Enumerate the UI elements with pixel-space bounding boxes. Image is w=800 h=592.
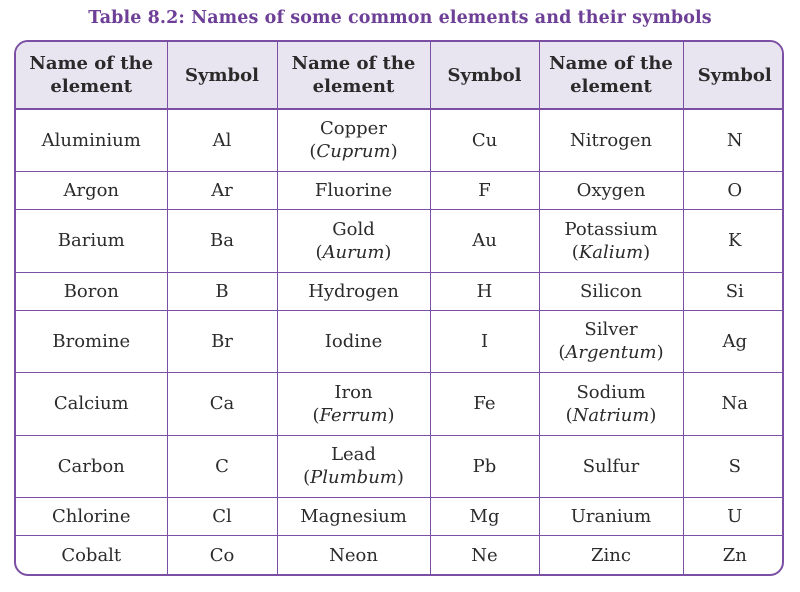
header-symbol-2: Symbol bbox=[430, 42, 539, 109]
element-name: Barium bbox=[57, 230, 125, 252]
header-element-name-3: Name of the element bbox=[539, 42, 683, 109]
element-name-cell: Sodium (Natrium) bbox=[539, 373, 683, 435]
element-symbol-cell bbox=[167, 497, 277, 535]
header-element-name-2: Name of the element bbox=[277, 42, 430, 109]
element-symbol: H bbox=[476, 280, 493, 302]
element-name-cell bbox=[16, 310, 167, 372]
element-name: Magnesium bbox=[300, 506, 407, 528]
element-name: Iron bbox=[334, 381, 373, 403]
element-name-cell bbox=[539, 497, 683, 535]
element-symbol-cell bbox=[430, 435, 539, 497]
element-name: Fluorine bbox=[314, 180, 393, 201]
element-symbol: Na bbox=[721, 393, 748, 415]
element-symbol: Ne bbox=[471, 544, 498, 566]
element-symbol-cell bbox=[683, 171, 784, 209]
element-name: Chlorine bbox=[51, 506, 131, 528]
element-symbol-cell bbox=[167, 171, 277, 209]
element-name-cell: Iron (Ferrum) bbox=[277, 373, 430, 435]
table-header bbox=[16, 42, 784, 109]
element-name: Aluminium bbox=[41, 129, 141, 151]
element-symbol-cell bbox=[683, 373, 784, 435]
element-symbol-cell bbox=[430, 171, 539, 209]
table-row bbox=[16, 373, 784, 435]
element-name-cell: Silver (Argentum) bbox=[539, 310, 683, 372]
element-name: Nitrogen bbox=[570, 129, 652, 151]
element-name-cell bbox=[16, 272, 167, 310]
element-name: Calcium bbox=[53, 393, 129, 415]
table-row bbox=[16, 272, 784, 310]
element-symbol: Au bbox=[472, 230, 497, 252]
element-symbol: Fe bbox=[473, 393, 496, 415]
element-symbol: Mg bbox=[469, 506, 500, 528]
element-symbol-cell bbox=[430, 109, 539, 171]
element-name: Silicon bbox=[579, 280, 643, 302]
header-row bbox=[16, 42, 784, 109]
element-symbol: Al bbox=[212, 129, 232, 151]
latin-name: Aurum bbox=[322, 241, 385, 263]
element-name: Silver bbox=[584, 319, 638, 341]
element-symbol: K bbox=[728, 230, 742, 252]
element-symbol-cell bbox=[167, 210, 277, 272]
element-name: Cobalt bbox=[61, 544, 122, 566]
element-name: Bromine bbox=[52, 330, 131, 352]
element-symbol-cell bbox=[683, 435, 784, 497]
elements-table-container bbox=[14, 40, 784, 576]
element-name-cell bbox=[539, 171, 683, 209]
element-name-cell bbox=[16, 497, 167, 535]
element-symbol-cell bbox=[167, 435, 277, 497]
element-symbol: Pb bbox=[472, 455, 497, 477]
table-row bbox=[16, 171, 784, 209]
element-name-cell bbox=[16, 171, 167, 209]
element-name-cell: Potassium (Kalium) bbox=[539, 210, 683, 272]
element-name-cell bbox=[539, 272, 683, 310]
element-name-cell bbox=[277, 310, 430, 372]
table-row bbox=[16, 310, 784, 372]
element-symbol-cell bbox=[167, 310, 277, 372]
element-symbol: Co bbox=[209, 544, 235, 566]
element-symbol: Cu bbox=[471, 129, 498, 151]
element-name: Iodine bbox=[324, 330, 383, 352]
element-name: Sodium bbox=[576, 381, 646, 403]
header-element-name-1: Name of the element bbox=[16, 42, 167, 109]
element-symbol: C bbox=[215, 455, 229, 477]
element-symbol: Ca bbox=[209, 393, 235, 415]
header-symbol-3: Symbol bbox=[683, 42, 784, 109]
element-name-cell bbox=[16, 435, 167, 497]
latin-name: Ferrum bbox=[319, 404, 388, 426]
element-symbol: N bbox=[726, 129, 743, 151]
element-symbol: F bbox=[478, 180, 491, 201]
element-name-cell bbox=[277, 171, 430, 209]
element-symbol-cell bbox=[430, 373, 539, 435]
table-row bbox=[16, 210, 784, 272]
latin-name: Cuprum bbox=[316, 141, 391, 163]
element-name: Zinc bbox=[591, 544, 631, 566]
element-symbol-cell bbox=[683, 272, 784, 310]
element-symbol-cell bbox=[430, 210, 539, 272]
element-symbol-cell bbox=[167, 109, 277, 171]
element-name: Uranium bbox=[570, 506, 652, 528]
element-name: Carbon bbox=[57, 455, 125, 477]
element-symbol-cell bbox=[430, 536, 539, 574]
element-symbol-cell bbox=[430, 310, 539, 372]
element-symbol-cell bbox=[167, 536, 277, 574]
element-symbol-cell bbox=[683, 536, 784, 574]
element-symbol-cell bbox=[167, 272, 277, 310]
element-name-cell bbox=[16, 373, 167, 435]
element-symbol-cell bbox=[430, 497, 539, 535]
element-symbol-cell bbox=[683, 497, 784, 535]
elements-table bbox=[16, 42, 784, 574]
element-symbol-cell bbox=[683, 109, 784, 171]
element-symbol-cell bbox=[167, 373, 277, 435]
element-name: Gold bbox=[332, 218, 375, 240]
element-name-cell bbox=[277, 536, 430, 574]
latin-name: Kalium bbox=[578, 241, 644, 263]
element-symbol: Ar bbox=[211, 180, 233, 201]
table-row bbox=[16, 435, 784, 497]
element-name: Potassium bbox=[564, 218, 658, 240]
element-symbol: Cl bbox=[212, 506, 232, 528]
element-symbol-cell bbox=[683, 310, 784, 372]
element-name: Boron bbox=[63, 280, 119, 302]
element-name-cell bbox=[539, 109, 683, 171]
element-name-cell bbox=[16, 536, 167, 574]
element-symbol: I bbox=[480, 330, 489, 352]
element-symbol: Br bbox=[211, 330, 233, 352]
element-symbol: Si bbox=[725, 280, 744, 302]
table-row bbox=[16, 109, 784, 171]
element-name: Neon bbox=[329, 544, 378, 566]
element-name-cell bbox=[16, 210, 167, 272]
table-body bbox=[16, 109, 784, 574]
element-symbol: S bbox=[728, 455, 741, 477]
element-name: Oxygen bbox=[576, 180, 646, 201]
element-name-cell: Copper (Cuprum) bbox=[277, 109, 430, 171]
latin-name: Natrium bbox=[572, 404, 650, 426]
element-name-cell bbox=[16, 109, 167, 171]
element-name-cell: Lead (Plumbum) bbox=[277, 435, 430, 497]
element-name-cell bbox=[277, 272, 430, 310]
element-name-cell bbox=[277, 497, 430, 535]
element-symbol: U bbox=[727, 506, 743, 528]
table-row bbox=[16, 497, 784, 535]
table-row bbox=[16, 536, 784, 574]
element-name-cell bbox=[539, 435, 683, 497]
element-symbol-cell bbox=[430, 272, 539, 310]
element-symbol-cell bbox=[683, 210, 784, 272]
element-symbol: Ag bbox=[722, 330, 748, 352]
element-name: Copper bbox=[320, 118, 387, 140]
element-name-cell: Gold (Aurum) bbox=[277, 210, 430, 272]
element-name-cell bbox=[539, 536, 683, 574]
element-symbol: O bbox=[727, 180, 743, 201]
table-caption: Table 8.2: Names of some common elements and their symbols bbox=[88, 8, 712, 28]
latin-name: Plumbum bbox=[310, 467, 397, 489]
element-name: Sulfur bbox=[582, 455, 640, 477]
latin-name: Argentum bbox=[565, 342, 657, 364]
element-name: Hydrogen bbox=[308, 280, 399, 302]
element-symbol: B bbox=[215, 280, 229, 302]
header-symbol-1: Symbol bbox=[167, 42, 277, 109]
element-symbol: Ba bbox=[210, 230, 234, 252]
element-name: Lead bbox=[331, 444, 376, 466]
element-name: Argon bbox=[63, 180, 120, 201]
element-symbol: Zn bbox=[722, 544, 747, 566]
